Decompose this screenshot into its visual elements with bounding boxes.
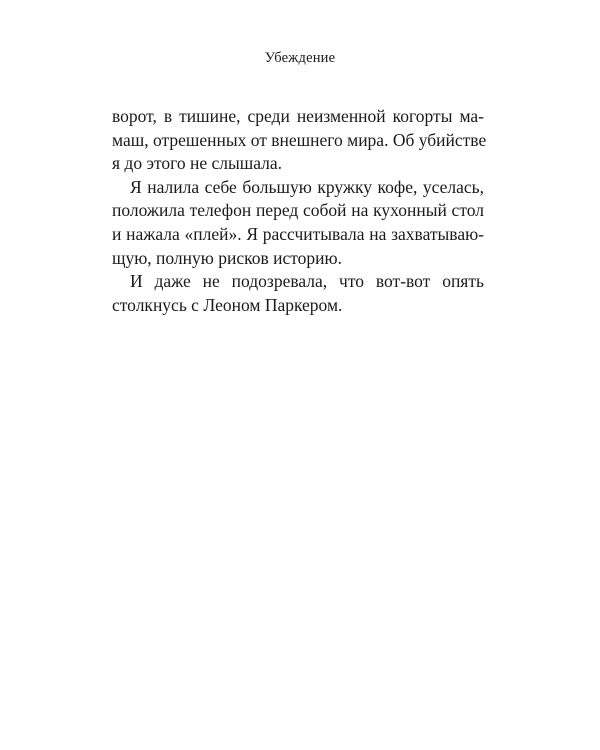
text-line: я до этого не слышала. — [112, 153, 283, 174]
text-line: столкнусь с Леоном Паркером. — [112, 294, 343, 315]
paragraph-3 — [112, 270, 484, 317]
text-line: И даже не подозревала, что вот-вот опять — [130, 271, 484, 292]
text-line: щую, полную рисков историю. — [112, 247, 342, 268]
text-line: Я налила себе большую кружку кофе, уселась, — [130, 176, 484, 197]
paragraph-2 — [112, 176, 484, 270]
text-line: положила телефон перед собой на кухонный стол — [112, 200, 484, 221]
text-line: и нажала «плей». Я рассчитывала на захватываю- — [112, 223, 484, 244]
text-line: ворот, в тишине, среди неизменной когорты ма- — [112, 106, 484, 126]
running-head: Убеждение — [264, 50, 336, 66]
paragraph-1 — [112, 105, 487, 176]
text-line: маш, отрешенных от внешнего мира. Об убийстве — [112, 129, 487, 150]
body-text — [112, 105, 487, 317]
